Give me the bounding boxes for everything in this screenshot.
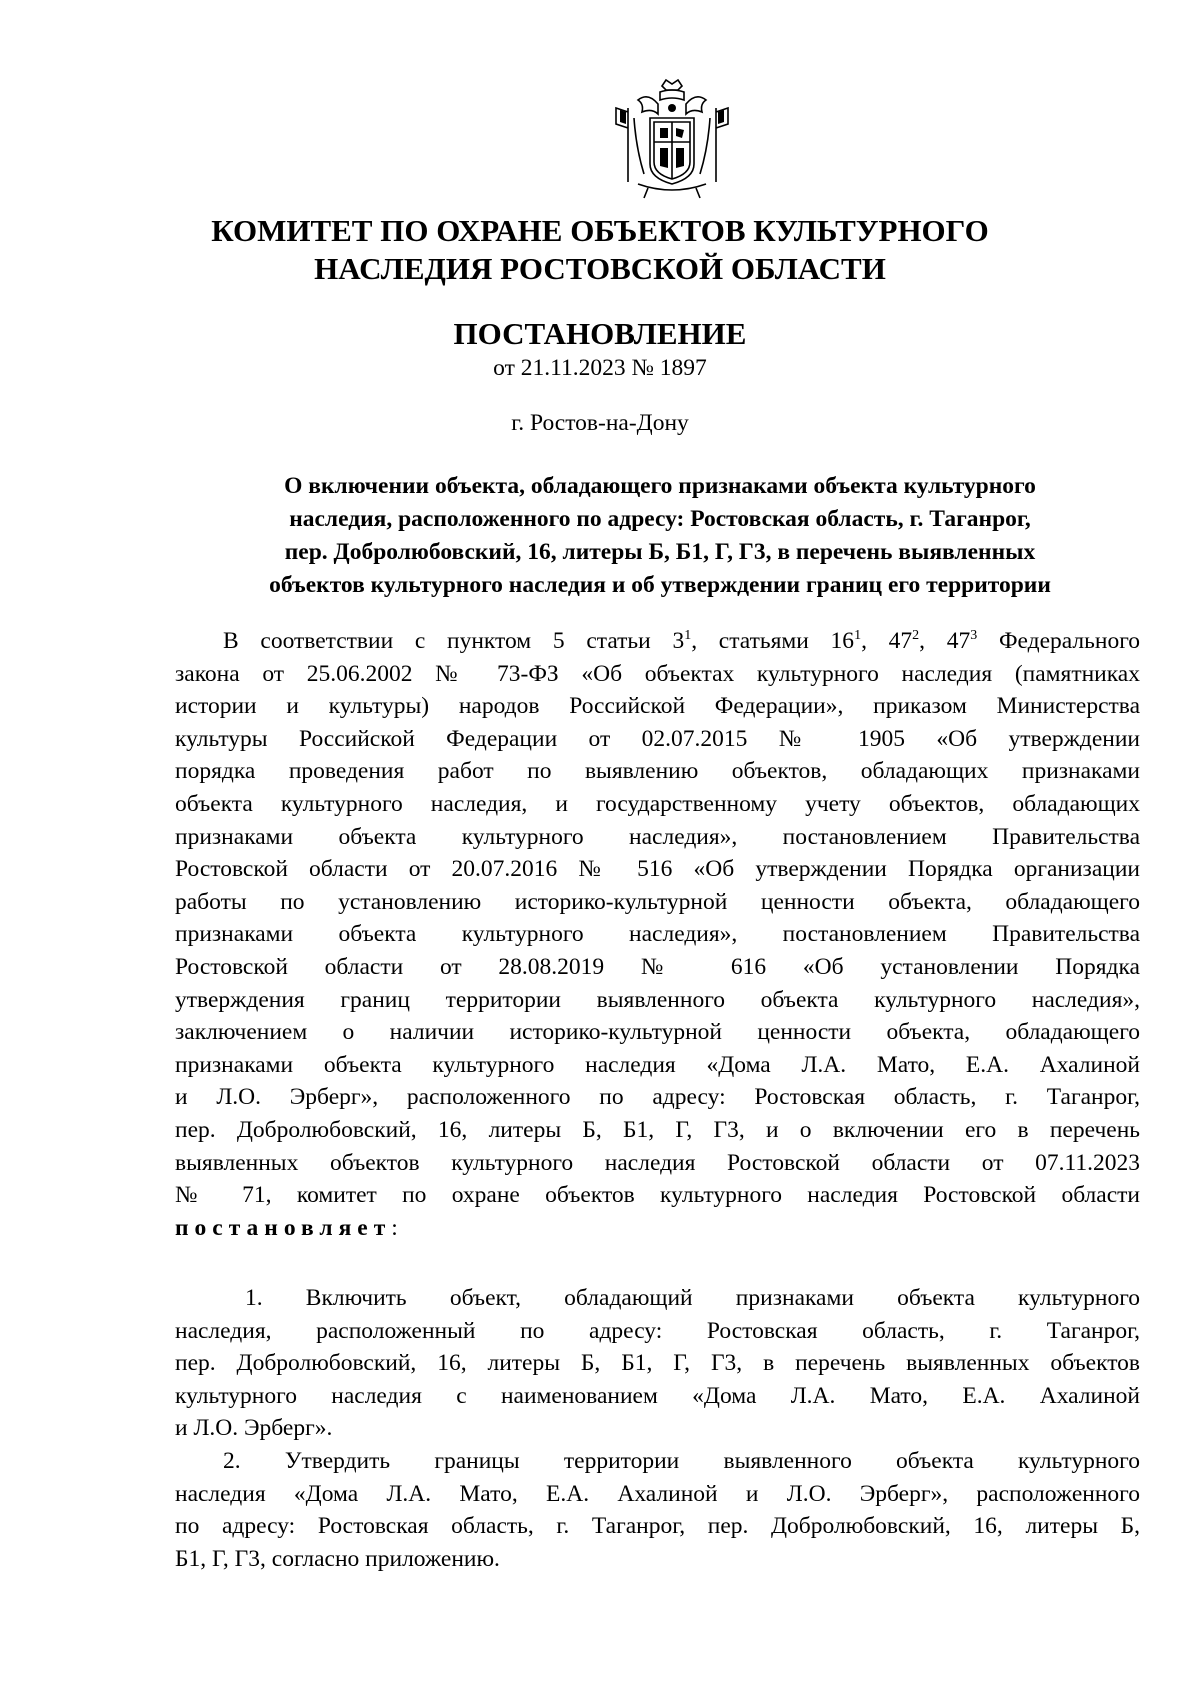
item-line: Б1, Г, Г3, согласно приложению. xyxy=(175,1545,500,1572)
item-line: наследия, расположенный по адресу: Ростовская область, г. Таганрог, xyxy=(175,1317,1140,1344)
item-line: и Л.О. Эрберг». xyxy=(175,1415,333,1442)
preamble-text: , статьями 16 xyxy=(691,628,855,654)
superscript: 1 xyxy=(684,628,692,643)
resolves-line xyxy=(175,1212,1140,1245)
preamble-line: закона от 25.06.2002 № 73-ФЗ «Об объектах культурного наследия (памятниках xyxy=(175,660,1140,687)
preamble-line: заключением о наличии историко-культурной ценности объекта, обладающего xyxy=(175,1019,1140,1046)
organization-name-line-1: КОМИТЕТ ПО ОХРАНЕ ОБЪЕКТОВ КУЛЬТУРНОГО xyxy=(211,213,989,248)
preamble-line: выявленных объектов культурного наследия Ростовской области от 07.11.2023 xyxy=(175,1149,1140,1176)
organization-name-line-2: НАСЛЕДИЯ РОСТОВСКОЙ ОБЛАСТИ xyxy=(314,251,886,286)
preamble-line: признаками объекта культурного наследия», постановлением Правительства xyxy=(175,921,1140,948)
subject-line: пер. Добролюбовский, 16, литеры Б, Б1, Г, Г3, в перечень выявленных xyxy=(284,539,1036,565)
preamble-line: истории и культуры) народов Российской Федерации», приказом Министерства xyxy=(175,693,1140,720)
preamble-line: культуры Российской Федерации от 02.07.2015 № 1905 «Об утверждении xyxy=(175,725,1140,752)
preamble-text: Федерального xyxy=(977,628,1140,654)
document-subject xyxy=(175,470,1145,602)
rostov-region-coat-of-arms-icon xyxy=(608,78,736,200)
preamble-line: признаками объекта культурного наследия «Дома Л.А. Мато, Е.А. Ахалиной xyxy=(175,1051,1140,1078)
resolves-word: постановляет xyxy=(175,1214,392,1241)
item-line: культурного наследия с наименованием «Дома Л.А. Мато, Е.А. Ахалиной xyxy=(175,1382,1140,1409)
subject-line: наследия, расположенного по адресу: Ростовская область, г. Таганрог, xyxy=(289,506,1031,532)
superscript: 2 xyxy=(912,628,920,643)
decree-item-2 xyxy=(175,1445,1140,1575)
document-city: г. Ростов-на-Дону xyxy=(511,410,689,436)
preamble-line: Ростовской области от 20.07.2016 № 516 «Об утверждении Порядка организации xyxy=(175,856,1140,883)
organization-name xyxy=(0,212,1200,288)
preamble-line: признаками объекта культурного наследия», постановлением Правительства xyxy=(175,823,1140,850)
preamble-line: работы по установлению историко-культурной ценности объекта, обладающего xyxy=(175,888,1140,915)
item-line: 2. Утвердить границы территории выявленного объекта культурного xyxy=(223,1448,1140,1474)
preamble-line: и Л.О. Эрберг», расположенного по адресу: Ростовская область, г. Таганрог, xyxy=(175,1084,1140,1111)
resolves-colon: : xyxy=(391,1214,398,1241)
item-line: по адресу: Ростовская область, г. Таганрог, пер. Добролюбовский, 16, литеры Б, xyxy=(175,1513,1140,1540)
decree-item-1 xyxy=(175,1282,1140,1445)
item-line: пер. Добролюбовский, 16, литеры Б, Б1, Г, Г3, в перечень выявленных объектов xyxy=(175,1350,1140,1377)
document-type-title: ПОСТАНОВЛЕНИЕ xyxy=(453,316,747,351)
preamble-line: № 71, комитет по охране объектов культурного наследия Ростовской области xyxy=(175,1182,1140,1209)
preamble-line: пер. Добролюбовский, 16, литеры Б, Б1, Г, Г3, и о включении его в перечень xyxy=(175,1116,1140,1143)
preamble-text: , 47 xyxy=(919,628,971,654)
preamble-text: В соответствии с пунктом 5 статьи 3 xyxy=(223,628,685,654)
preamble-text: , 47 xyxy=(861,628,913,654)
item-line: наследия «Дома Л.А. Мато, Е.А. Ахалиной и Л.О. Эрберг», расположенного xyxy=(175,1480,1140,1507)
preamble-line: утверждения границ территории выявленного объекта культурного наследия», xyxy=(175,986,1140,1013)
preamble-paragraph xyxy=(175,625,1140,1244)
superscript: 1 xyxy=(854,628,862,643)
item-line: 1. Включить объект, обладающий признаками объекта культурного xyxy=(245,1285,1140,1311)
preamble-line: Ростовской области от 28.08.2019 № 616 «Об установлении Порядка xyxy=(175,953,1140,980)
preamble-line-first xyxy=(175,625,1140,658)
subject-line: О включении объекта, обладающего признаками объекта культурного xyxy=(284,473,1036,499)
subject-line: объектов культурного наследия и об утверждении границ его территории xyxy=(269,572,1051,598)
document-date-number: от 21.11.2023 № 1897 xyxy=(493,355,707,381)
superscript: 3 xyxy=(970,628,978,643)
preamble-line: объекта культурного наследия, и государственному учету объектов, обладающих xyxy=(175,790,1140,817)
preamble-line: порядка проведения работ по выявлению объектов, обладающих признаками xyxy=(175,758,1140,785)
